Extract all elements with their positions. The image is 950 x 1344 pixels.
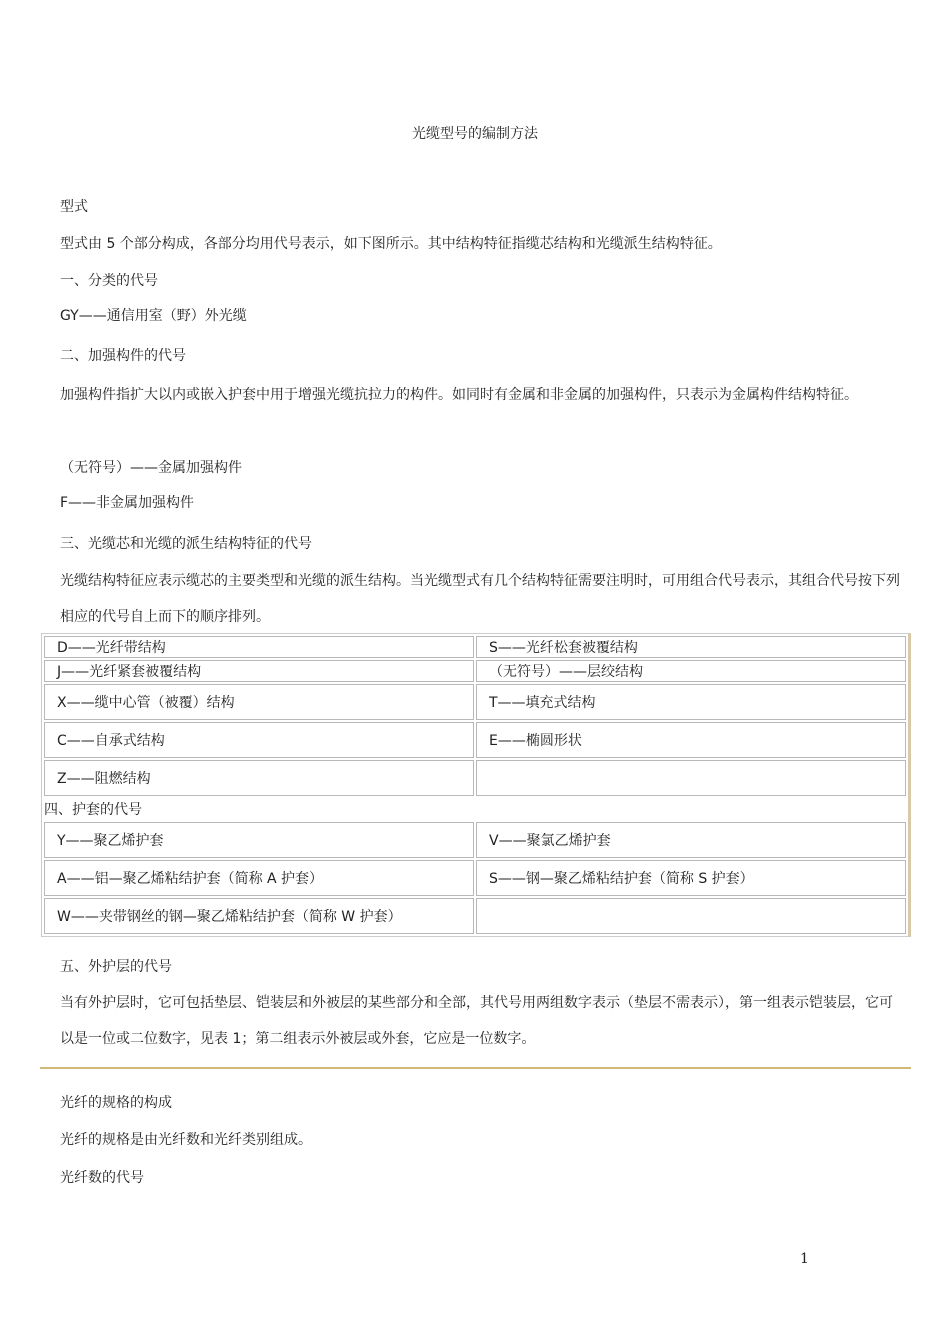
fiber-desc: 光纤的规格是由光纤数和光纤类别组成。 (60, 1132, 312, 1148)
section4-heading: 四、护套的代号 (44, 802, 142, 818)
table-cell: E——椭圆形状 (476, 722, 906, 758)
section-form-intro: 型式由 5 个部分构成，各部分均用代号表示，如下图所示。其中结构特征指缆芯结构和光缆派生结构特征。 (60, 236, 722, 252)
table-cell: T——填充式结构 (476, 684, 906, 720)
section5-desc: 当有外护层时，它可包括垫层、铠装层和外被层的某些部分和全部，其代号用两组数字表示（垫层不需表示），第一组表示铠装层，它可以是一位或二位数字，见表 1；第二组表示外被层或外套，它应是一位数字。 (60, 995, 893, 1047)
fiber-heading: 光纤的规格的构成 (60, 1095, 172, 1111)
section3-desc: 光缆结构特征应表示缆芯的主要类型和光缆的派生结构。当光缆型式有几个结构特征需要注明时，可用组合代号表示，其组合代号按下列相应的代号自上而下的顺序排列。 (60, 573, 900, 625)
section-form-heading: 型式 (60, 199, 88, 215)
table-cell: C——自承式结构 (44, 722, 474, 758)
table-cell: Y——聚乙烯护套 (44, 822, 474, 858)
table-cell: Z——阻燃结构 (44, 760, 474, 796)
table-cell (476, 898, 906, 934)
section5-heading: 五、外护层的代号 (60, 959, 172, 975)
section3-heading: 三、光缆芯和光缆的派生结构特征的代号 (60, 536, 312, 552)
table-cell: （无符号）——层绞结构 (476, 660, 906, 682)
section1-item: GY——通信用室（野）外光缆 (60, 308, 247, 324)
section2-item1: （无符号）——金属加强构件 (60, 460, 242, 476)
section2-desc: 加强构件指扩大以内或嵌入护套中用于增强光缆抗拉力的构件。如同时有金属和非金属的加强构件，只表示为金属构件结构特征。 (60, 387, 858, 403)
table-cell: V——聚氯乙烯护套 (476, 822, 906, 858)
table-cell (476, 760, 906, 796)
table-cell: W——夹带钢丝的钢—聚乙烯粘结护套（简称 W 护套） (44, 898, 474, 934)
page-number: 1 (800, 1251, 809, 1267)
table-cell: A——铝—聚乙烯粘结护套（简称 A 护套） (44, 860, 474, 896)
section2-heading: 二、加强构件的代号 (60, 348, 186, 364)
fiber-count-heading: 光纤数的代号 (60, 1170, 144, 1186)
table-cell: J——光纤紧套被覆结构 (44, 660, 474, 682)
codes-table (41, 633, 911, 937)
table-cell: S——钢—聚乙烯粘结护套（简称 S 护套） (476, 860, 906, 896)
table-cell: S——光纤松套被覆结构 (476, 636, 906, 658)
table-cell: X——缆中心管（被覆）结构 (44, 684, 474, 720)
page-title: 光缆型号的编制方法 (412, 126, 538, 142)
section2-item2: F——非金属加强构件 (60, 495, 195, 511)
table-cell: D——光纤带结构 (44, 636, 474, 658)
section1-heading: 一、分类的代号 (60, 273, 158, 289)
horizontal-divider (40, 1067, 911, 1069)
